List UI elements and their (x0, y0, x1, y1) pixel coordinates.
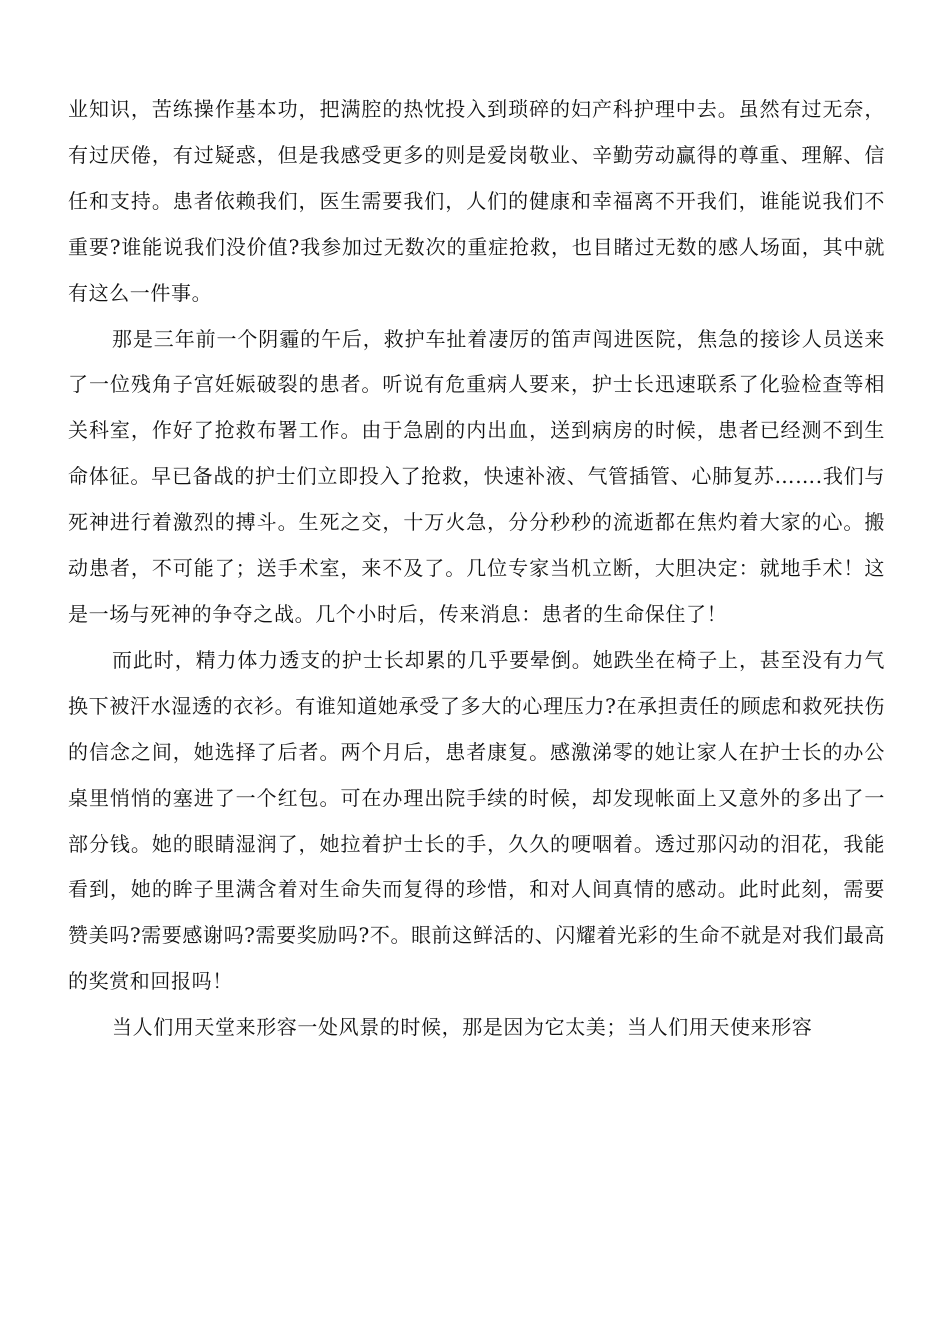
paragraph-4: 当人们用天堂来形容一处风景的时候，那是因为它太美；当人们用天使来形容 (112, 1015, 813, 1040)
paragraph-2: 那是三年前一个阴霾的午后，救护车扯着凄厉的笛声闯进医院，焦急的接诊人员送来了一位残角子宫妊娠破裂的患者。听说有危重病人要来，护士长迅速联系了化验检查等相关科室，作好了抢救布署工作。由于急剧的内出血，送到病房的时候，患者已经测不到生命体征。早已备战的护士们立即投入了抢救，快速补液、气管插管、心肺复苏…….我们与死神进行着激烈的搏斗。生死之交，十万火急，分分秒秒的流逝都在焦灼着大家的心。搬动患者，不可能了；送手术室，来不及了。几位专家当机立断，大胆决定：就地手术！这是一场与死神的争夺之战。几个小时后，传来消息：患者的生命保住了！ (68, 326, 885, 626)
paragraph-3: 而此时，精力体力透支的护士长却累的几乎要晕倒。她跌坐在椅子上，甚至没有力气换下被汗水湿透的衣衫。有谁知道她承受了多大的心理压力?在承担责任的顾虑和救死扶伤的信念之间，她选择了后者。两个月后，患者康复。感激涕零的她让家人在护士长的办公桌里悄悄的塞进了一个红包。可在办理出院手续的时候，却发现帐面上又意外的多出了一部分钱。她的眼睛湿润了，她拉着护士长的手，久久的哽咽着。透过那闪动的泪花，我能看到，她的眸子里满含着对生命失而复得的珍惜，和对人间真情的感动。此时此刻，需要赞美吗?需要感谢吗?需要奖励吗?不。眼前这鲜活的、闪耀着光彩的生命不就是对我们最高的奖赏和回报吗！ (68, 647, 885, 994)
paragraph-1: 业知识，苦练操作基本功，把满腔的热忱投入到琐碎的妇产科护理中去。虽然有过无奈，有过厌倦，有过疑惑，但是我感受更多的则是爱岗敬业、辛勤劳动赢得的尊重、理解、信任和支持。患者依赖我们，医生需要我们，人们的健康和幸福离不开我们，谁能说我们不重要?谁能说我们没价值?我参加过无数次的重症抢救，也目睹过无数的感人场面，其中就有这么一件事。 (68, 97, 885, 305)
document-body (68, 87, 885, 1051)
